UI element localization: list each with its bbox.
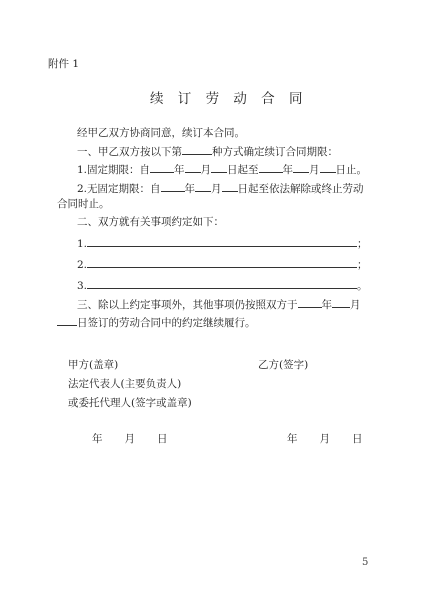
- agreement-item-1: [77, 235, 368, 251]
- open-start-year-blank[interactable]: [161, 180, 185, 192]
- clause3-month-unit: 月: [350, 299, 361, 311]
- item-end-punct: ；: [357, 259, 368, 271]
- fixed-month2-unit: 月: [309, 164, 320, 176]
- agreement-item-3: [77, 277, 368, 293]
- open-term-line: [77, 180, 364, 196]
- term-type-blank[interactable]: [182, 143, 212, 155]
- fixed-start-day-blank[interactable]: [211, 161, 227, 173]
- fixed-term-label: 1.固定期限：自: [77, 164, 151, 176]
- date-day: 日: [352, 433, 363, 445]
- item-number: 3.: [77, 280, 88, 292]
- clause3-text-b: 日签订的劳动合同中的约定继续履行。: [77, 317, 256, 329]
- clause3-year-unit: 年: [321, 299, 332, 311]
- open-year-unit: 年: [184, 183, 196, 195]
- clause3-line: [77, 296, 361, 312]
- clause3-year-blank[interactable]: [298, 296, 322, 308]
- fixed-year-unit: 年: [174, 164, 185, 176]
- fixed-year2-unit: 年: [282, 164, 294, 176]
- attachment-label: 附件 1: [48, 58, 80, 70]
- open-term-label: 2.无固定期限：自: [77, 183, 161, 195]
- fixed-start-text: 日起至: [227, 164, 259, 176]
- fixed-end-month-blank[interactable]: [293, 161, 309, 173]
- legal-representative-label: 法定代表人(主要负责人): [68, 378, 182, 390]
- date-month: 月: [124, 433, 135, 445]
- intro-paragraph: 经甲乙双方协商同意，续订本合同。: [77, 127, 245, 139]
- agreement-item-2-line[interactable]: [87, 256, 357, 268]
- document-title: 续 订 劳 动 合 同: [150, 91, 308, 107]
- clause3-continuation: [57, 314, 256, 330]
- clause3-day-blank[interactable]: [57, 314, 77, 326]
- open-start-day-blank[interactable]: [222, 180, 238, 192]
- party-a-label: 甲方(盖章): [68, 359, 119, 371]
- authorized-agent-label: 或委托代理人(签字或盖章): [68, 397, 192, 409]
- fixed-start-year-blank[interactable]: [150, 161, 174, 173]
- open-term-rest: 日起至依法解除或终止劳动: [237, 183, 364, 195]
- fixed-end-day-blank[interactable]: [320, 161, 336, 173]
- clause1-text-b: 种方式确定续订合同期限：: [212, 146, 338, 158]
- open-term-continuation: 合同时止。: [57, 198, 110, 210]
- date-year: 年: [287, 433, 298, 445]
- clause2-title: 二、双方就有关事项约定如下：: [77, 216, 224, 228]
- fixed-term-line: [77, 161, 367, 177]
- clause1-text-a: 一、甲乙双方按以下第: [77, 146, 182, 158]
- agreement-item-1-line[interactable]: [87, 235, 357, 247]
- fixed-month-unit: 月: [200, 164, 212, 176]
- party-b-date: [287, 432, 363, 446]
- open-start-month-blank[interactable]: [195, 180, 211, 192]
- open-month-unit: 月: [211, 183, 222, 195]
- date-year: 年: [92, 433, 103, 445]
- fixed-start-month-blank[interactable]: [185, 161, 201, 173]
- clause1-line: [77, 143, 338, 159]
- clause3-text-a: 三、除以上约定事项外，其他事项仍按照双方于: [77, 299, 298, 311]
- fixed-end-text: 日止。: [335, 164, 368, 176]
- item-number: 2.: [77, 259, 88, 271]
- item-end-punct: 。: [357, 280, 368, 292]
- party-b-label: 乙方(签字): [258, 359, 309, 371]
- item-end-punct: ；: [357, 238, 368, 250]
- agreement-item-3-line[interactable]: [87, 277, 357, 289]
- date-month: 月: [319, 433, 330, 445]
- clause3-month-blank[interactable]: [332, 296, 350, 308]
- item-number: 1.: [77, 238, 88, 250]
- date-day: 日: [157, 433, 168, 445]
- fixed-end-year-blank[interactable]: [259, 161, 283, 173]
- party-a-date: [92, 432, 168, 446]
- page-number: 5: [362, 557, 369, 568]
- agreement-item-2: [77, 256, 368, 272]
